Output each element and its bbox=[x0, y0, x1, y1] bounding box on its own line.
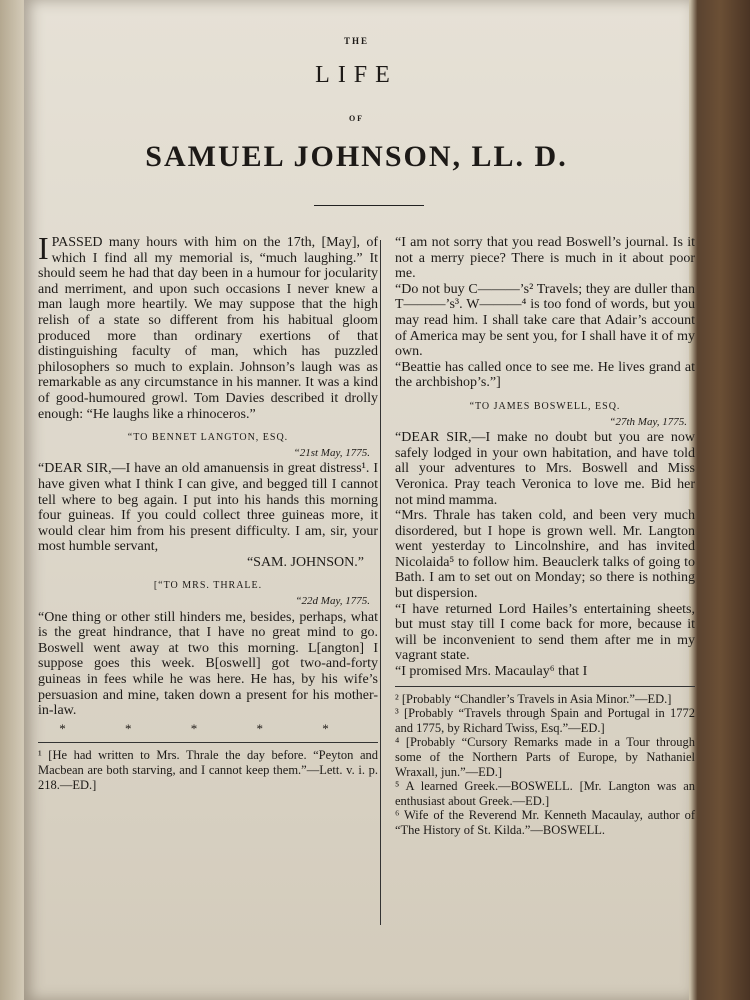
letter-date-thrale: “22d May, 1775. bbox=[295, 595, 370, 608]
title-rule bbox=[314, 205, 424, 206]
letter-heading-boswell: “TO JAMES BOSWELL, ESQ. bbox=[469, 400, 621, 412]
paragraph-mrs-thrale: “Mrs. Thrale has taken cold, and been very much disordered, but I hope is grown well. Mr. Langton went yesterday to Lincolnshire, and has invited Nicolaida⁵ to follow him. Beauclerk talks of going to Bath. I am to set out on Monday; so there is nothing but dispersion. bbox=[395, 508, 695, 602]
column-divider bbox=[380, 240, 381, 925]
paragraph-travels: “Do not buy C———’s² Travels; they are duller than T———’s³. W———⁴ is too fond of words, but you may read him. I shall take care that Adair’s account of America may be sent you, for I shall have it of my own. bbox=[395, 281, 695, 360]
footnote-1: ¹ [He had written to Mrs. Thrale the day before. “Peyton and Macbean are both starving, and I cannot keep them.”—Lett. v. i. p. 218.—ED.] bbox=[38, 748, 378, 792]
letter-body-langton: “DEAR SIR,—I have an old amanuensis in great distress¹. I have given what I think I can give, and begged till I cannot tell where to beg again. I put into his hands this morning four guineas. If you could collect three guineas more, it would clear him from his present difficulty. I am, sir, your most humble servant, bbox=[38, 461, 378, 555]
right-column bbox=[395, 235, 695, 838]
footnote-6: ⁶ Wife of the Reverend Mr. Kenneth Macaulay, author of “The History of St. Kilda.”—BOSWELL. bbox=[395, 808, 695, 837]
title-of: OF bbox=[348, 114, 365, 123]
footnote-rule-right bbox=[395, 686, 695, 687]
paragraph-boswell-journal: “I am not sorry that you read Boswell’s journal. Is it not a merry piece? There is much in it about poor me. bbox=[395, 235, 695, 282]
paragraph-lord-hailes: “I have returned Lord Hailes’s entertaining sheets, but must stay till I come back for more, because it will be inconvenient to send them after me in my vagrant state. bbox=[395, 601, 695, 664]
paragraph-beattie: “Beattie has called once to see me. He lives grand at the archbishop’s.”] bbox=[395, 359, 695, 391]
letter-signature: “SAM. JOHNSON.” bbox=[246, 554, 364, 570]
letter-heading-thrale: [“TO MRS. THRALE. bbox=[153, 580, 263, 592]
paragraph-1 bbox=[38, 230, 378, 422]
paragraph-1-text: PASSED many hours with him on the 17th, [May], of which I find all my memorial is, “much laughing.” It should seem he had that day been in a humour for jocularity and merriment, and upon such occasions I never knew a man laugh more heartily. We may suppose that the high relish of a state so different from his habitual gloom produced more than ordinary exertions of that distinguishing faculty of man, which has puzzled philosophers so much to explain. Johnson’s laugh was as remarkable as any circumstance in his manner. It was a kind of good-humoured growl. Tom Davies described it drolly enough: “He laughs like a rhinoceros.” bbox=[38, 235, 378, 422]
letter-date-langton: “21st May, 1775. bbox=[293, 446, 370, 459]
paragraph-dear-sir: “DEAR SIR,—I make no doubt but you are now safely lodged in your own habitation, and have told all your adventures to Mrs. Boswell and Miss Veronica. Pray teach Veronica to love me. Bid her not mind mamma. bbox=[395, 430, 695, 508]
left-column bbox=[38, 230, 378, 792]
footnote-rule bbox=[38, 742, 378, 743]
footnote-4: ⁴ [Probably “Cursory Remarks made in a Tour through some of the Northern Parts of Europe, by Nathaniel Wraxall, jun.”—ED.] bbox=[395, 735, 695, 779]
footnote-5: ⁵ A learned Greek.—BOSWELL. [Mr. Langton was an enthusiast about Greek.—ED.] bbox=[395, 779, 695, 808]
letter-date-boswell: “27th May, 1775. bbox=[609, 415, 687, 428]
paragraph-macaulay: “I promised Mrs. Macaulay⁶ that I bbox=[395, 664, 588, 680]
letter-heading-langton: “TO BENNET LANGTON, ESQ. bbox=[127, 432, 289, 444]
drop-cap: I bbox=[38, 230, 49, 266]
asterism: * * * * * bbox=[59, 720, 357, 736]
title-the: THE bbox=[343, 36, 369, 46]
footnote-2: ² [Probably “Chandler’s Travels in Asia Minor.”—ED.] bbox=[395, 691, 672, 706]
book-page bbox=[24, 0, 695, 1000]
letter-body-thrale: “One thing or other still hinders me, besides, perhaps, what is the great hindrance, that I have no great mind to go. Boswell went away at two this morning. L[angton] I suppose goes this week. B[oswell] got two-and-forty guineas in fees while he was here. He has, by his wife’s persuasion and mine, taken down a present for his mother-in-law. bbox=[38, 609, 378, 719]
title-subject: SAMUEL JOHNSON, LL. D. bbox=[145, 140, 568, 173]
footnote-3: ³ [Probably “Travels through Spain and Portugal in 1772 and 1775, by Richard Twiss, Esq.”—ED.] bbox=[395, 706, 695, 735]
title-life: LIFE bbox=[315, 62, 398, 88]
